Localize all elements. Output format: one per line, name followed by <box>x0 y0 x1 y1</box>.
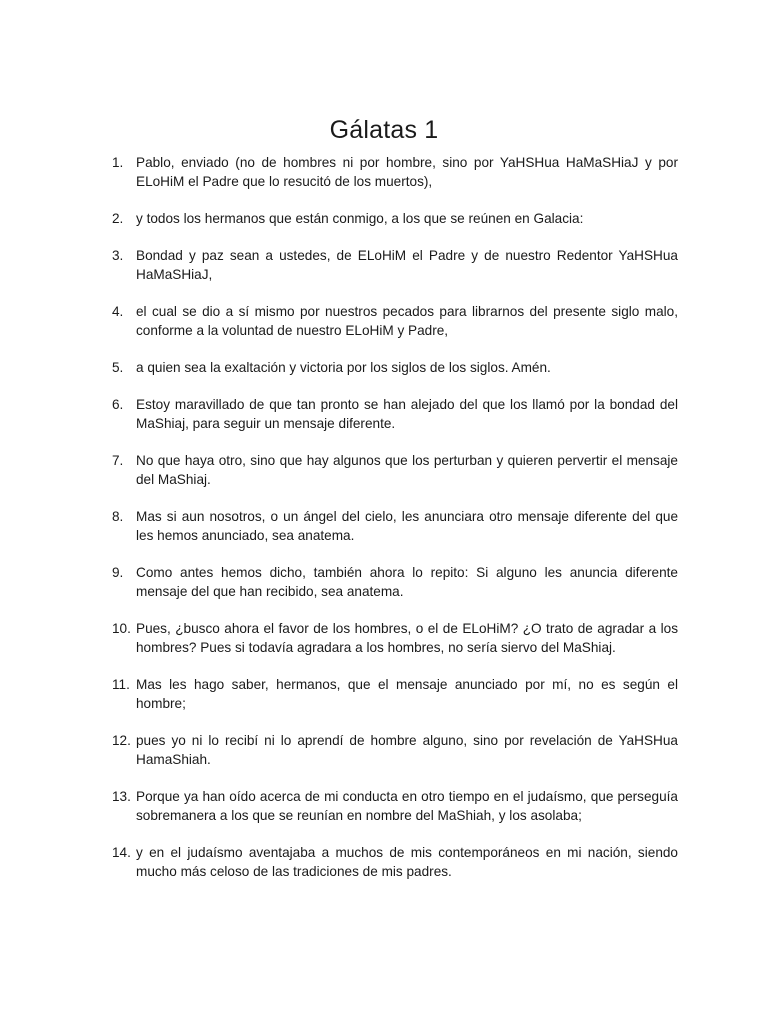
verse-item <box>112 507 678 545</box>
verse-text: a quien sea la exaltación y victoria por los siglos de los siglos. Amén. <box>136 360 551 375</box>
verse-item <box>112 395 678 433</box>
verse-list <box>112 153 678 899</box>
verse-text: Como antes hemos dicho, también ahora lo repito: Si alguno les anuncia diferente mensaje del que han recibido, sea anatema. <box>136 565 678 599</box>
verse-text: No que haya otro, sino que hay algunos que los perturban y quieren pervertir el mensaje del MaShiaj. <box>136 453 678 487</box>
verse-item <box>112 563 678 601</box>
verse-text: Mas les hago saber, hermanos, que el mensaje anunciado por mí, no es según el hombre; <box>136 677 678 711</box>
verse-number: 6. <box>112 397 124 412</box>
verse-text: Bondad y paz sean a ustedes, de ELoHiM el Padre y de nuestro Redentor YaHSHua HaMaSHiaJ, <box>136 248 678 282</box>
verse-text: Mas si aun nosotros, o un ángel del cielo, les anunciara otro mensaje diferente del que les hemos anunciado, sea anatema. <box>136 509 678 543</box>
verse-item <box>112 787 678 825</box>
verse-number: 5. <box>112 360 124 375</box>
verse-number: 2. <box>112 211 124 226</box>
verse-item <box>112 153 678 191</box>
verse-item <box>112 246 678 284</box>
verse-number: 1. <box>112 155 124 170</box>
verse-item <box>112 731 678 769</box>
page-title: Gálatas 1 <box>329 116 439 144</box>
verse-text: y todos los hermanos que están conmigo, a los que se reúnen en Galacia: <box>136 211 584 226</box>
verse-number: 14. <box>112 845 131 860</box>
verse-number: 3. <box>112 248 124 263</box>
verse-text: pues yo ni lo recibí ni lo aprendí de hombre alguno, sino por revelación de YaHSHua HamaShiah. <box>136 733 678 767</box>
verse-text: el cual se dio a sí mismo por nuestros pecados para librarnos del presente siglo malo, conforme a la voluntad de nuestro ELoHiM y Padre, <box>136 304 678 338</box>
verse-item <box>112 675 678 713</box>
verse-number: 13. <box>112 789 131 804</box>
verse-item <box>112 358 678 377</box>
verse-text: Pues, ¿busco ahora el favor de los hombres, o el de ELoHiM? ¿O trato de agradar a los hombres? Pues si todavía agradara a los hombres, no sería siervo del MaShiaj. <box>136 621 678 655</box>
verse-item <box>112 619 678 657</box>
verse-item <box>112 209 678 228</box>
verse-item <box>112 843 678 881</box>
verse-text: y en el judaísmo aventajaba a muchos de mis contemporáneos en mi nación, siendo mucho más celoso de las tradiciones de mis padres. <box>136 845 678 879</box>
verse-number: 11. <box>112 677 130 692</box>
verse-number: 9. <box>112 565 124 580</box>
verse-item <box>112 451 678 489</box>
verse-text: Porque ya han oído acerca de mi conducta en otro tiempo en el judaísmo, que perseguía sobremanera a los que se reunían en nombre del MaShiah, y los asolaba; <box>136 789 678 823</box>
verse-number: 8. <box>112 509 124 524</box>
verse-text: Pablo, enviado (no de hombres ni por hombre, sino por YaHSHua HaMaSHiaJ y por ELoHiM el Padre que lo resucitó de los muertos), <box>136 155 678 189</box>
verse-item <box>112 302 678 340</box>
verse-number: 4. <box>112 304 124 319</box>
verse-number: 10. <box>112 621 131 636</box>
verse-number: 7. <box>112 453 124 468</box>
verse-number: 12. <box>112 733 131 748</box>
verse-text: Estoy maravillado de que tan pronto se han alejado del que los llamó por la bondad del MaShiaj, para seguir un mensaje diferente. <box>136 397 678 431</box>
